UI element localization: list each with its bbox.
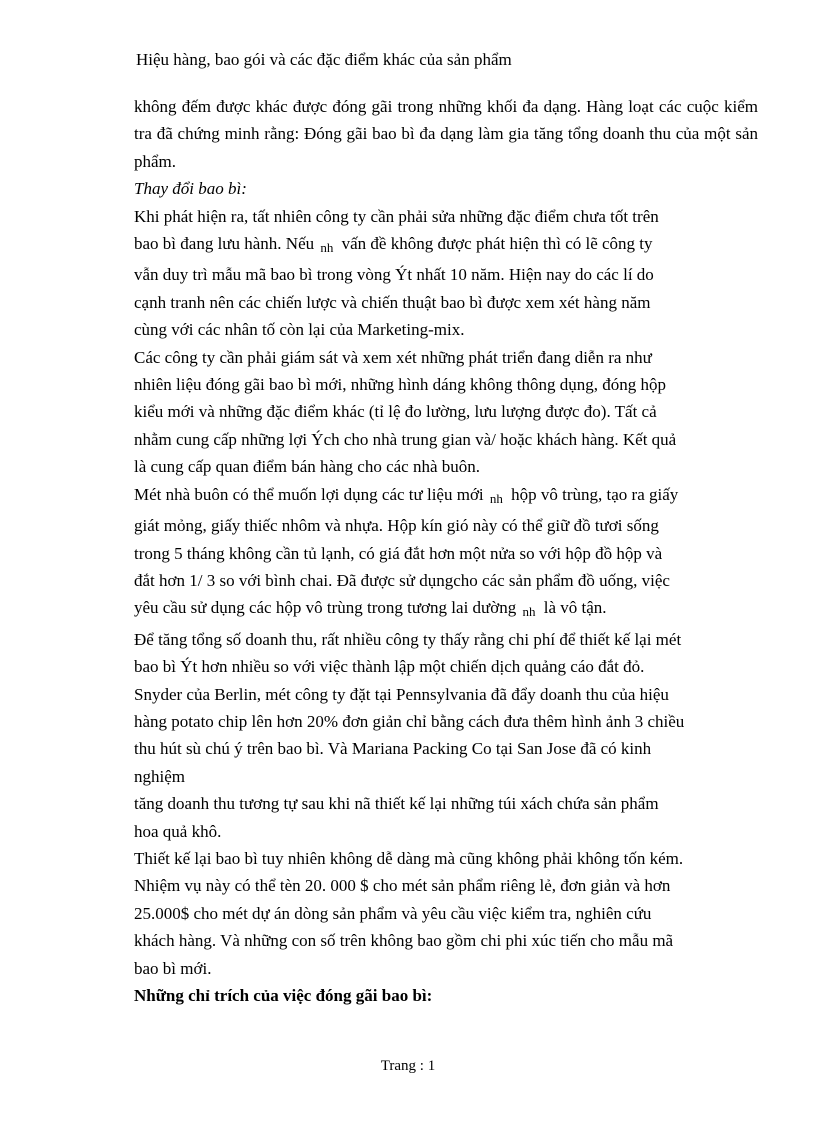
line: giát mỏng, giấy thiếc nhôm và nhựa. Hộp kín gió này có thể giữ đồ tươi sống xyxy=(134,516,659,536)
line: đắt hơn 1/ 3 so với bình chai. Đã được sử dụngcho các sản phẩm đồ uống, việc xyxy=(134,570,670,590)
paragraph-intro: không đếm được khác được đóng gãi trong những khối đa dạng. Hàng loạt các cuộc kiểm tra đã chứng minh rằng: Đóng gãi bao bì đa dạng làm gia tăng tổng doanh thu của một sản phẩm. xyxy=(134,97,758,171)
page-header: Hiệu hàng, bao gói và các đặc điểm khác của sản phẩm xyxy=(136,50,512,69)
line: Snyder của Berlin, mét công ty đặt tại Pennsylvania đã đẩy doanh thu của hiệu xyxy=(134,684,669,704)
line: vẫn duy trì mẫu mã bao bì trong vòng Ýt nhất 10 năm. Hiện nay do các lí do xyxy=(134,265,654,285)
line: bao bì mới. xyxy=(134,958,212,978)
inline-mark: nh xyxy=(522,604,536,620)
line: trong 5 tháng không cần tủ lạnh, có giá đắt hơn một nửa so với hộp đồ hộp và xyxy=(134,543,663,563)
section-heading-critique: Những chỉ trích của việc đóng gãi bao bì: xyxy=(134,986,433,1005)
line: Mét nhà buôn có thể muốn lợi dụng các tư liệu mới xyxy=(134,484,484,504)
line: nghiệm xyxy=(134,766,185,786)
line: Thiết kế lại bao bì tuy nhiên không dễ dàng mà cũng không phải không tốn kém. xyxy=(134,848,684,868)
document-body xyxy=(134,93,758,1009)
inline-mark: nh xyxy=(489,490,503,506)
line: thu hút sù chú ý trên bao bì. Và Mariana Packing Co tại San Jose đã có kinh xyxy=(134,739,652,759)
paragraph-redesign xyxy=(134,626,758,845)
paragraph-materials xyxy=(134,481,758,626)
line: hộp vô trùng, tạo ra giấy xyxy=(511,484,679,504)
section-heading-change: Thay đổi bao bì: xyxy=(134,179,247,199)
line: bao bì đang lưu hành. Nếu xyxy=(134,234,315,254)
line: tăng doanh thu tương tự sau khi nã thiết kế lại những túi xách chứa sản phẩm xyxy=(134,794,659,814)
line: Nhiệm vụ này có thể tèn 20. 000 $ cho mét sản phẩm riêng lẻ, đơn giản và hơn xyxy=(134,876,671,896)
inline-mark: nh xyxy=(320,240,334,256)
line: hàng potato chip lên hơn 20% đơn giản chỉ bằng cách đưa thêm hình ảnh 3 chiều xyxy=(134,711,685,731)
line: Các công ty cần phải giám sát và xem xét những phát triển đang diễn ra như xyxy=(134,347,652,367)
line: kiểu mới và những đặc điểm khác (tỉ lệ đo lường, lưu lượng được đo). Tất cả xyxy=(134,402,657,422)
line: bao bì Ýt hơn nhiều so với việc thành lập một chiến dịch quảng cáo đắt đỏ. xyxy=(134,657,645,677)
line: yêu cầu sử dụng các hộp vô trùng trong tương lai dường xyxy=(134,598,517,618)
line: là vô tận. xyxy=(543,598,607,618)
line: Khi phát hiện ra, tất nhiên công ty cần phải sửa những đặc điểm chưa tốt trên xyxy=(134,206,659,226)
page-number: Trang : 1 xyxy=(380,1058,436,1074)
line: cùng với các nhân tố còn lại của Marketing-mix. xyxy=(134,320,465,340)
line: hoa quả khô. xyxy=(134,821,222,841)
paragraph-monitor xyxy=(134,344,758,481)
paragraph-cost xyxy=(134,845,758,982)
line: nhằm cung cấp những lợi Ých cho nhà trung gian và/ hoặc khách hàng. Kết quả xyxy=(134,429,677,449)
line: Để tăng tổng số doanh thu, rất nhiều công ty thấy rằng chi phí để thiết kế lại mét xyxy=(134,629,682,649)
line: cạnh tranh nên các chiến lược và chiến thuật bao bì được xem xét hàng năm xyxy=(134,292,651,312)
line: vấn đề không được phát hiện thì có lẽ công ty xyxy=(341,234,653,254)
line: 25.000$ cho mét dự án dòng sản phẩm và yêu cầu việc kiểm tra, nghiên cứu xyxy=(134,903,652,923)
line: là cung cấp quan điểm bán hàng cho các nhà buôn. xyxy=(134,457,481,477)
line: nhiên liệu đóng gãi bao bì mới, những hình dáng không thông dụng, đóng hộp xyxy=(134,375,666,395)
line: khách hàng. Và những con số trên không bao gồm chi phi xúc tiến cho mẫu mã xyxy=(134,931,674,951)
paragraph-change xyxy=(134,203,758,344)
